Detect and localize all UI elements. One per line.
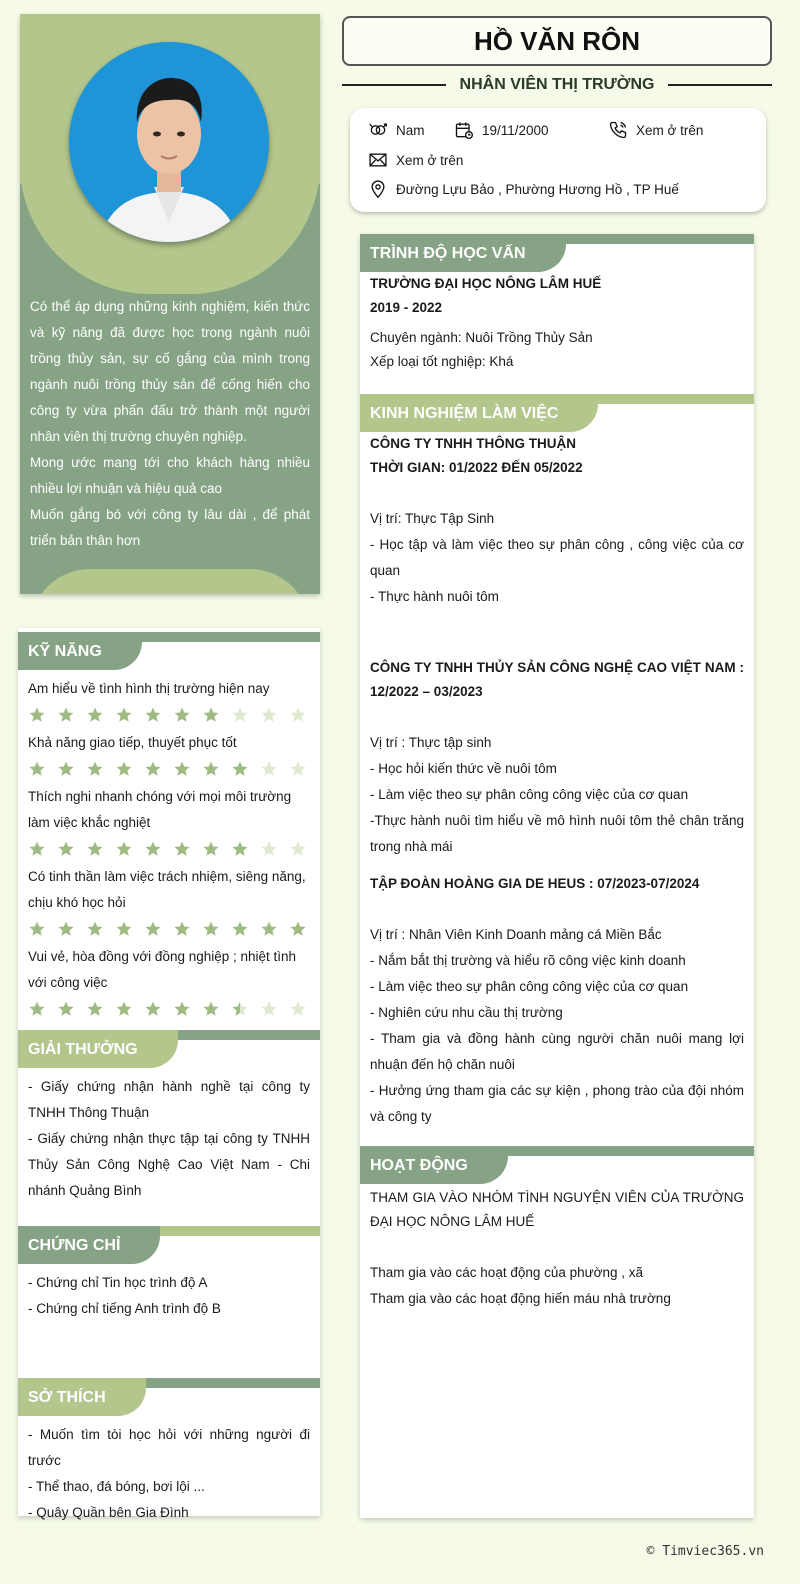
star-full-icon (202, 706, 220, 724)
contact-email (368, 150, 463, 170)
footer-credit: © Timviec365.vn (646, 1544, 764, 1559)
star-full-icon (57, 840, 75, 858)
education-body (360, 272, 754, 374)
certificate-item: - Chứng chỉ tiếng Anh trình độ B (28, 1301, 221, 1316)
section-title: CHỨNG CHỈ (18, 1226, 160, 1264)
skill-name: Khả năng giao tiếp, thuyết phục tốt (28, 735, 237, 750)
skill-rating (28, 916, 310, 944)
star-full-icon (202, 920, 220, 938)
job-company: CÔNG TY TNHH THÔNG THUẬN (370, 436, 576, 451)
job-title-row (342, 72, 772, 98)
hobbies-list (18, 1422, 320, 1526)
spacer (370, 610, 744, 636)
star-full-icon (231, 920, 249, 938)
star-full-icon (115, 920, 133, 938)
skill-rating (28, 996, 310, 1024)
experience-body (360, 432, 754, 1130)
star-full-icon (28, 1000, 46, 1018)
job-company: CÔNG TY TNHH THỦY SẢN CÔNG NGHỆ CAO VIỆT NAM : 12/2022 – 03/2023 (370, 660, 744, 699)
spacer (370, 1234, 744, 1260)
contact-gender (368, 120, 425, 140)
address-value: Đường Lựu Bảo , Phường Hương Hồ , TP Huế (396, 181, 679, 197)
star-half-icon (231, 1000, 249, 1018)
star-full-icon (57, 706, 75, 724)
star-full-icon (28, 920, 46, 938)
job-company: TẬP ĐOÀN HOÀNG GIA DE HEUS : 07/2023-07/2024 (370, 876, 700, 891)
skill-item (18, 730, 320, 784)
skills-list (18, 676, 320, 1024)
star-full-icon (144, 920, 162, 938)
skill-name: Thích nghi nhanh chóng với mọi môi trường làm việc khắc nghiệt (28, 789, 292, 830)
avatar (69, 42, 269, 242)
award-item: - Giấy chứng nhận hành nghề tại công ty TNHH Thông Thuận (28, 1079, 310, 1120)
certificate-item: - Chứng chỉ Tin học trình độ A (28, 1275, 208, 1290)
spacer (370, 636, 744, 656)
hobby-item: - Muốn tìm tòi học hỏi với những người đi trước (28, 1427, 310, 1468)
career-objective (30, 294, 310, 554)
profile-card (20, 14, 320, 594)
star-full-icon (86, 760, 104, 778)
activity-title: THAM GIA VÀO NHÓM TÌNH NGUYỆN VIÊN CỦA TRƯỜNG ĐẠI HỌC NÔNG LÂM HUẾ (370, 1190, 744, 1229)
star-full-icon (57, 920, 75, 938)
star-full-icon (86, 920, 104, 938)
job-title-wrap (342, 72, 772, 98)
candidate-name: HỒ VĂN RÔN (342, 16, 772, 66)
star-full-icon (86, 840, 104, 858)
section-title: KINH NGHIỆM LÀM VIỆC (360, 394, 598, 432)
activities-section-header (360, 1146, 754, 1184)
job-line: - Làm việc theo sự phân công công việc của cơ quan (370, 787, 689, 802)
star-full-icon (28, 760, 46, 778)
star-full-icon (231, 840, 249, 858)
star-empty-icon (289, 840, 307, 858)
certificates-list (18, 1270, 320, 1322)
job-line: - Nghiên cứu nhu cầu thị trường (370, 1005, 563, 1020)
grade: Xếp loại tốt nghiệp: Khá (370, 354, 514, 369)
skill-item (18, 784, 320, 864)
skill-rating (28, 756, 310, 784)
star-empty-icon (260, 706, 278, 724)
skill-item (18, 676, 320, 730)
star-empty-icon (260, 840, 278, 858)
gender-value: Nam (396, 122, 425, 138)
job-title: NHÂN VIÊN THỊ TRƯỜNG (446, 76, 669, 93)
job-line: - Học hỏi kiến thức về nuôi tôm (370, 761, 557, 776)
star-full-icon (115, 1000, 133, 1018)
job-line: - Hưởng ứng tham gia các sự kiện , phong trào của đội nhóm và công ty (370, 1083, 744, 1124)
phone-icon (608, 120, 628, 140)
star-empty-icon (260, 760, 278, 778)
skill-rating (28, 836, 310, 864)
spacer (370, 704, 744, 730)
contact-phone (608, 120, 703, 140)
section-title: SỞ THÍCH (18, 1378, 146, 1416)
star-empty-icon (289, 706, 307, 724)
skill-name: Am hiểu về tình hình thị trường hiện nay (28, 681, 270, 696)
star-full-icon (173, 1000, 191, 1018)
mail-icon (368, 150, 388, 170)
job-line: Vị trí : Nhân Viên Kinh Doanh mảng cá Miền Bắc (370, 927, 662, 942)
location-pin-icon (368, 179, 388, 199)
star-full-icon (86, 1000, 104, 1018)
star-full-icon (57, 760, 75, 778)
section-title: KỸ NĂNG (18, 632, 142, 670)
activity-line: Tham gia vào các hoạt động hiến máu nhà trường (370, 1291, 671, 1306)
job-line: - Nắm bắt thị trường và hiểu rõ công việc kinh doanh (370, 953, 686, 968)
job-line: Vị trí : Thực tập sinh (370, 735, 492, 750)
star-full-icon (28, 840, 46, 858)
star-full-icon (173, 920, 191, 938)
hobbies-section-header (18, 1378, 320, 1416)
skill-rating (28, 702, 310, 730)
left-column (18, 628, 320, 1520)
star-full-icon (28, 706, 46, 724)
star-full-icon (260, 920, 278, 938)
skill-item (18, 864, 320, 944)
hobby-item: - Thể thao, đá bóng, bơi lội ... (28, 1479, 205, 1494)
phone-value: Xem ở trên (636, 122, 704, 138)
star-full-icon (115, 706, 133, 724)
major: Chuyên ngành: Nuôi Trồng Thủy Sản (370, 330, 593, 345)
objective-paragraph: Muốn gắng bó với công ty lâu dài , để phát triển bản thân hơn (30, 507, 310, 548)
star-full-icon (231, 760, 249, 778)
job-line: -Thực hành nuôi tìm hiểu về mô hình nuôi tôm thẻ chân trăng trong nhà mái (370, 813, 744, 854)
spacer (370, 860, 744, 872)
star-full-icon (202, 1000, 220, 1018)
contact-card (350, 108, 766, 212)
certificates-section-header (18, 1226, 320, 1264)
section-title: TRÌNH ĐỘ HỌC VẤN (360, 234, 566, 272)
contact-address (368, 179, 679, 199)
star-full-icon (144, 840, 162, 858)
award-item: - Giấy chứng nhận thực tập tại công ty TNHH Thủy Sản Công Nghệ Cao Việt Nam - Chi nhánh Quảng Bình (28, 1131, 310, 1198)
star-full-icon (86, 706, 104, 724)
objective-paragraph: Có thể áp dụng những kinh nghiệm, kiến thức và kỹ năng đã được học trong ngành nuôi trồng thủy sản, sự cố gắng của mình trong ngành nuôi trồng thủy sản để cống hiến cho công ty vừa phấn đấu trở thành một người nhân viên thị trường chuyên nghiệp. (30, 299, 310, 444)
hobby-item: - Quây Quần bên Gia Đình (28, 1505, 189, 1520)
calendar-icon (454, 120, 474, 140)
star-full-icon (202, 840, 220, 858)
school-name: TRƯỜNG ĐẠI HỌC NÔNG LÂM HUẾ (370, 276, 602, 291)
star-full-icon (144, 706, 162, 724)
awards-section-header (18, 1030, 320, 1068)
dob-value: 19/11/2000 (482, 122, 549, 138)
profile-bottom-curve (30, 569, 310, 594)
star-full-icon (173, 760, 191, 778)
star-empty-icon (231, 706, 249, 724)
job-line: - Tham gia và đồng hành cùng người chăn nuôi mang lợi nhuận đến hộ chăn nuôi (370, 1031, 744, 1072)
skill-name: Vui vẻ, hòa đồng với đồng nghiệp ; nhiệt tình với công việc (28, 949, 297, 990)
activity-line: Tham gia vào các hoạt động của phường , xã (370, 1265, 644, 1280)
spacer (370, 896, 744, 922)
star-empty-icon (289, 1000, 307, 1018)
star-full-icon (115, 760, 133, 778)
skill-name: Có tinh thần làm việc trách nhiệm, siêng năng, chịu khó học hỏi (28, 869, 306, 910)
star-full-icon (173, 706, 191, 724)
star-full-icon (144, 760, 162, 778)
study-years: 2019 - 2022 (370, 300, 443, 315)
star-full-icon (115, 840, 133, 858)
awards-list (18, 1074, 320, 1204)
star-full-icon (289, 920, 307, 938)
job-line: - Làm việc theo sự phân công công việc của cơ quan (370, 979, 689, 994)
job-time: THỜI GIAN: 01/2022 ĐẾN 05/2022 (370, 460, 583, 475)
education-section-header (360, 234, 754, 272)
activities-body (360, 1186, 754, 1312)
job-line: - Thực hành nuôi tôm (370, 589, 499, 604)
experience-section-header (360, 394, 754, 432)
objective-paragraph: Mong ước mang tới cho khách hàng nhiều nhiều lợi nhuận và hiệu quả cao (30, 455, 310, 496)
star-full-icon (202, 760, 220, 778)
spacer (370, 480, 744, 506)
avatar-portrait (69, 42, 269, 242)
contact-dob (454, 120, 549, 140)
section-title: GIẢI THƯỞNG (18, 1030, 178, 1068)
email-value: Xem ở trên (396, 152, 464, 168)
skill-item (18, 944, 320, 1024)
skills-section-header (18, 632, 320, 670)
star-full-icon (173, 840, 191, 858)
gender-icon (368, 120, 388, 140)
star-empty-icon (260, 1000, 278, 1018)
star-full-icon (144, 1000, 162, 1018)
star-empty-icon (289, 760, 307, 778)
section-title: HOẠT ĐỘNG (360, 1146, 508, 1184)
job-line: - Học tập và làm việc theo sự phân công , công việc của cơ quan (370, 537, 744, 578)
right-column (360, 234, 754, 1518)
job-line: Vị trí: Thực Tập Sinh (370, 511, 495, 526)
star-full-icon (57, 1000, 75, 1018)
